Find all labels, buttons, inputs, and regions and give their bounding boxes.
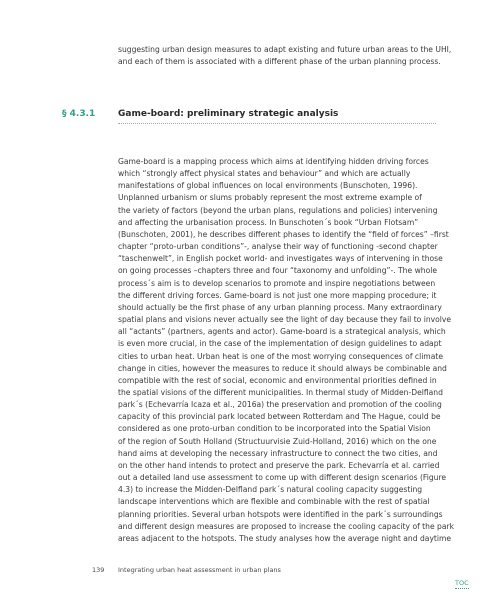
text-line: the spatial visions of the different municipalities. In thermal study of Midden-Delfland xyxy=(118,387,443,397)
text-line: cities to urban heat. Urban heat is one of the most worrying consequences of climate xyxy=(118,351,444,361)
text-line: suggesting urban design measures to adapt existing and future urban areas to the UHI, xyxy=(118,45,452,54)
text-line: (Bunschoten, 2001), he describes different phases to identify the “field of forces” –first xyxy=(118,229,449,239)
text-line: chapter “proto-urban conditions”-, analyse their way of functioning -second chapter xyxy=(118,242,438,252)
section-number: § 4.3.1 xyxy=(62,109,96,119)
text-line: manifestations of global influences on local environments (Bunschoten, 1996). xyxy=(118,181,418,191)
text-line: 4.3) to increase the Midden-Delfland park´s natural cooling capacity suggesting xyxy=(118,485,423,495)
text-line: areas adjacent to the hotspots. The study analyses how the average night and daytime xyxy=(118,533,452,543)
text-line: and each of them is associated with a different phase of the urban planning process. xyxy=(118,57,441,67)
body-paragraph xyxy=(118,156,455,545)
toc-link[interactable]: TOC xyxy=(455,579,469,587)
text-line: and affecting the urbanisation process. In Bunschoten´s book “Urban Flotsam” xyxy=(118,217,419,227)
intro-paragraph xyxy=(118,44,452,69)
text-line: landscape interventions which are flexible and combinable with the rest of spatial xyxy=(118,497,430,507)
text-line: of the region of South Holland (Structuurvisie Zuid-Holland, 2016) which on the one xyxy=(118,436,437,446)
text-line: Game-board is a mapping process which aims at identifying hidden driving forces xyxy=(118,157,429,166)
text-line: considered as one proto-urban condition to be incorporated into the Spatial Vision xyxy=(118,424,431,434)
text-line: Unplanned urbanism or slums probably represent the most extreme example of xyxy=(118,193,422,203)
section-divider xyxy=(118,123,436,124)
text-line: capacity of this provincial park located between Rotterdam and The Hague, could be xyxy=(118,412,441,422)
text-line: on going processes –chapters three and four “taxonomy and unfolding”-. The whole xyxy=(118,266,438,276)
text-line: “taschenwelt”, in English pocket world- and investigates ways of intervening in those xyxy=(118,254,443,264)
text-line: spatial plans and visions never actually see the light of day because they fail to involve xyxy=(118,315,452,325)
text-line: planning priorities. Several urban hotspots were identified in the park´s surroundings xyxy=(118,509,443,519)
text-line: park´s (Echevarría Icaza et al., 2016a) the preservation and promotion of the cooling xyxy=(118,400,442,410)
section-title: Game-board: preliminary strategic analysis xyxy=(118,109,339,119)
page-number: 139 xyxy=(92,566,105,574)
text-line: change in cities, however the measures to reduce it should always be combinable and xyxy=(118,363,447,373)
text-line: the different driving forces. Game-board is not just one more mapping procedure; it xyxy=(118,290,437,300)
text-line: compatible with the rest of social, economic and environmental priorities defined in xyxy=(118,375,437,385)
text-line: hand aims at developing the necessary infrastructure to connect the two cities, and xyxy=(118,448,438,458)
text-line: the variety of factors (beyond the urban plans, regulations and policies) intervening xyxy=(118,205,438,215)
text-line: and different design measures are proposed to increase the cooling capacity of the park xyxy=(118,521,455,531)
text-line: all “actants” (partners, agents and actor). Game-board is a strategical analysis, which xyxy=(118,327,446,337)
text-line: on the other hand intends to protect and preserve the park. Echevarría et al. carried xyxy=(118,460,440,470)
text-line: is even more crucial, in the case of the implementation of design guidelines to adapt xyxy=(118,339,442,349)
text-line: out a detailed land use assessment to come up with different design scenarios (Figure xyxy=(118,473,447,483)
text-line: which “strongly affect physical states and behaviour” and which are actually xyxy=(118,169,411,179)
text-line: should actually be the first phase of any urban planning process. Many extraordinary xyxy=(118,302,442,312)
text-line: process´s aim is to develop scenarios to promote and inspire negotiations between xyxy=(118,278,436,288)
running-title: Integrating urban heat assessment in urban plans xyxy=(118,566,281,574)
